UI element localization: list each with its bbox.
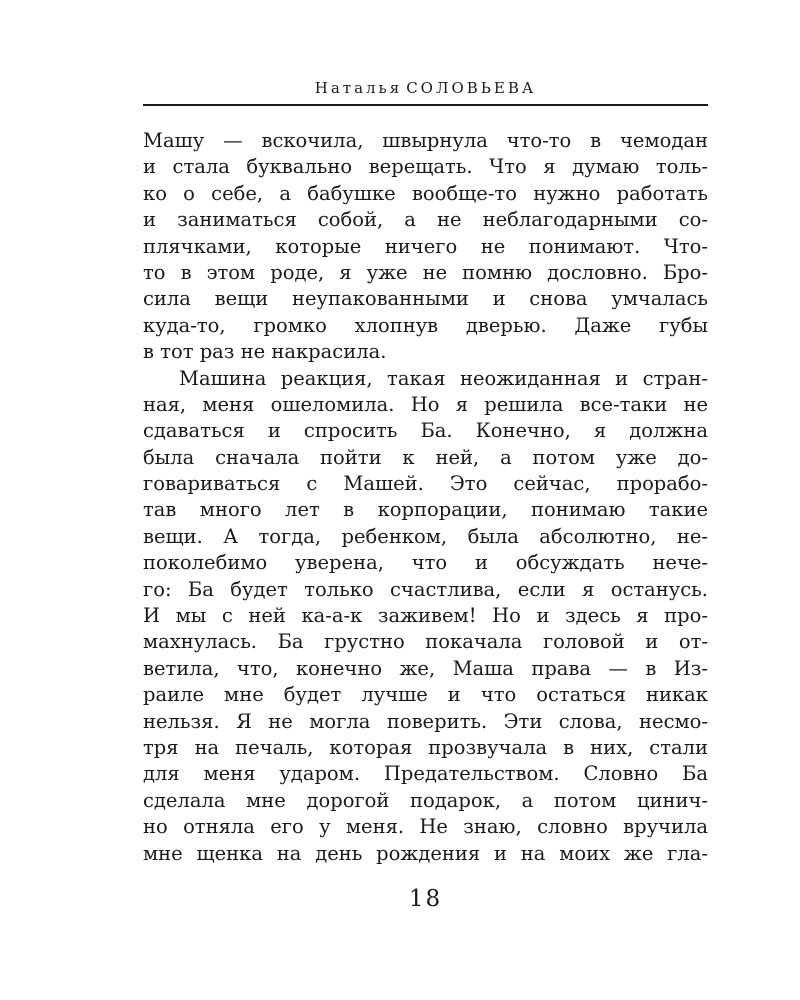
text-line: но отняла его у меня. Не знаю, словно вручила [143, 815, 708, 839]
text-line: махнулась. Ба грустно покачала головой и от- [143, 630, 708, 654]
text-line: плячками, которые ничего не понимают. Что- [143, 234, 708, 258]
running-head [143, 78, 708, 98]
header-rule [143, 104, 708, 106]
text-line: ветила, что, конечно же, Маша права — в Из- [143, 656, 708, 680]
text-line: и стала буквально верещать. Что я думаю толь- [143, 155, 708, 179]
body-text [143, 128, 708, 867]
text-line: сделала мне дорогой подарок, а потом цинич- [143, 788, 708, 812]
text-line: для меня ударом. Предательством. Словно Ба [143, 762, 708, 786]
author-first-name: Наталья [314, 79, 403, 97]
text-line: тав много лет в корпорации, понимаю такие [143, 498, 708, 522]
text-line: поколебимо уверена, что и обсуждать нече- [143, 551, 708, 575]
text-line: куда-то, громко хлопнув дверью. Даже губы [143, 313, 708, 337]
text-line: го: Ба будет только счастлива, если я останусь. [143, 577, 708, 601]
text-line-paragraph-start: Машина реакция, такая неожиданная и стран- [179, 366, 708, 390]
text-line: Машу — вскочила, швырнула что-то в чемодан [143, 129, 708, 152]
text-line: ко о себе, а бабушке вообще-то нужно работать [143, 181, 708, 205]
text-line: то в этом роде, я уже не помню дословно. Бро- [143, 260, 708, 284]
text-line-paragraph-end: в тот раз не накрасила. [143, 340, 387, 364]
text-line: и заниматься собой, а не неблагодарными со- [143, 208, 708, 232]
text-line: была сначала пойти к ней, а потом уже до- [143, 445, 708, 469]
text-line: сила вещи неупакованными и снова умчалась [143, 287, 708, 311]
text-line: ная, меня ошеломила. Но я решила все-таки не [143, 392, 708, 416]
page-number: 18 [408, 886, 443, 912]
text-line: вещи. А тогда, ребенком, была абсолютно, не- [143, 524, 708, 548]
author-last-name: СОЛОВЬЕВА [406, 79, 537, 97]
text-line: нельзя. Я не могла поверить. Эти слова, несмо- [143, 709, 708, 733]
text-line: раиле мне будет лучше и что остаться никак [143, 683, 708, 707]
text-line: говариваться с Машей. Это сейчас, прорабо- [143, 472, 708, 496]
text-line: тря на печаль, которая прозвучала в них, стали [143, 735, 708, 759]
text-line: сдаваться и спросить Ба. Конечно, я должна [143, 419, 708, 443]
text-line: И мы с ней ка-а-к заживем! Но и здесь я про- [143, 604, 708, 628]
text-line: мне щенка на день рождения и на моих же гла- [143, 841, 708, 865]
